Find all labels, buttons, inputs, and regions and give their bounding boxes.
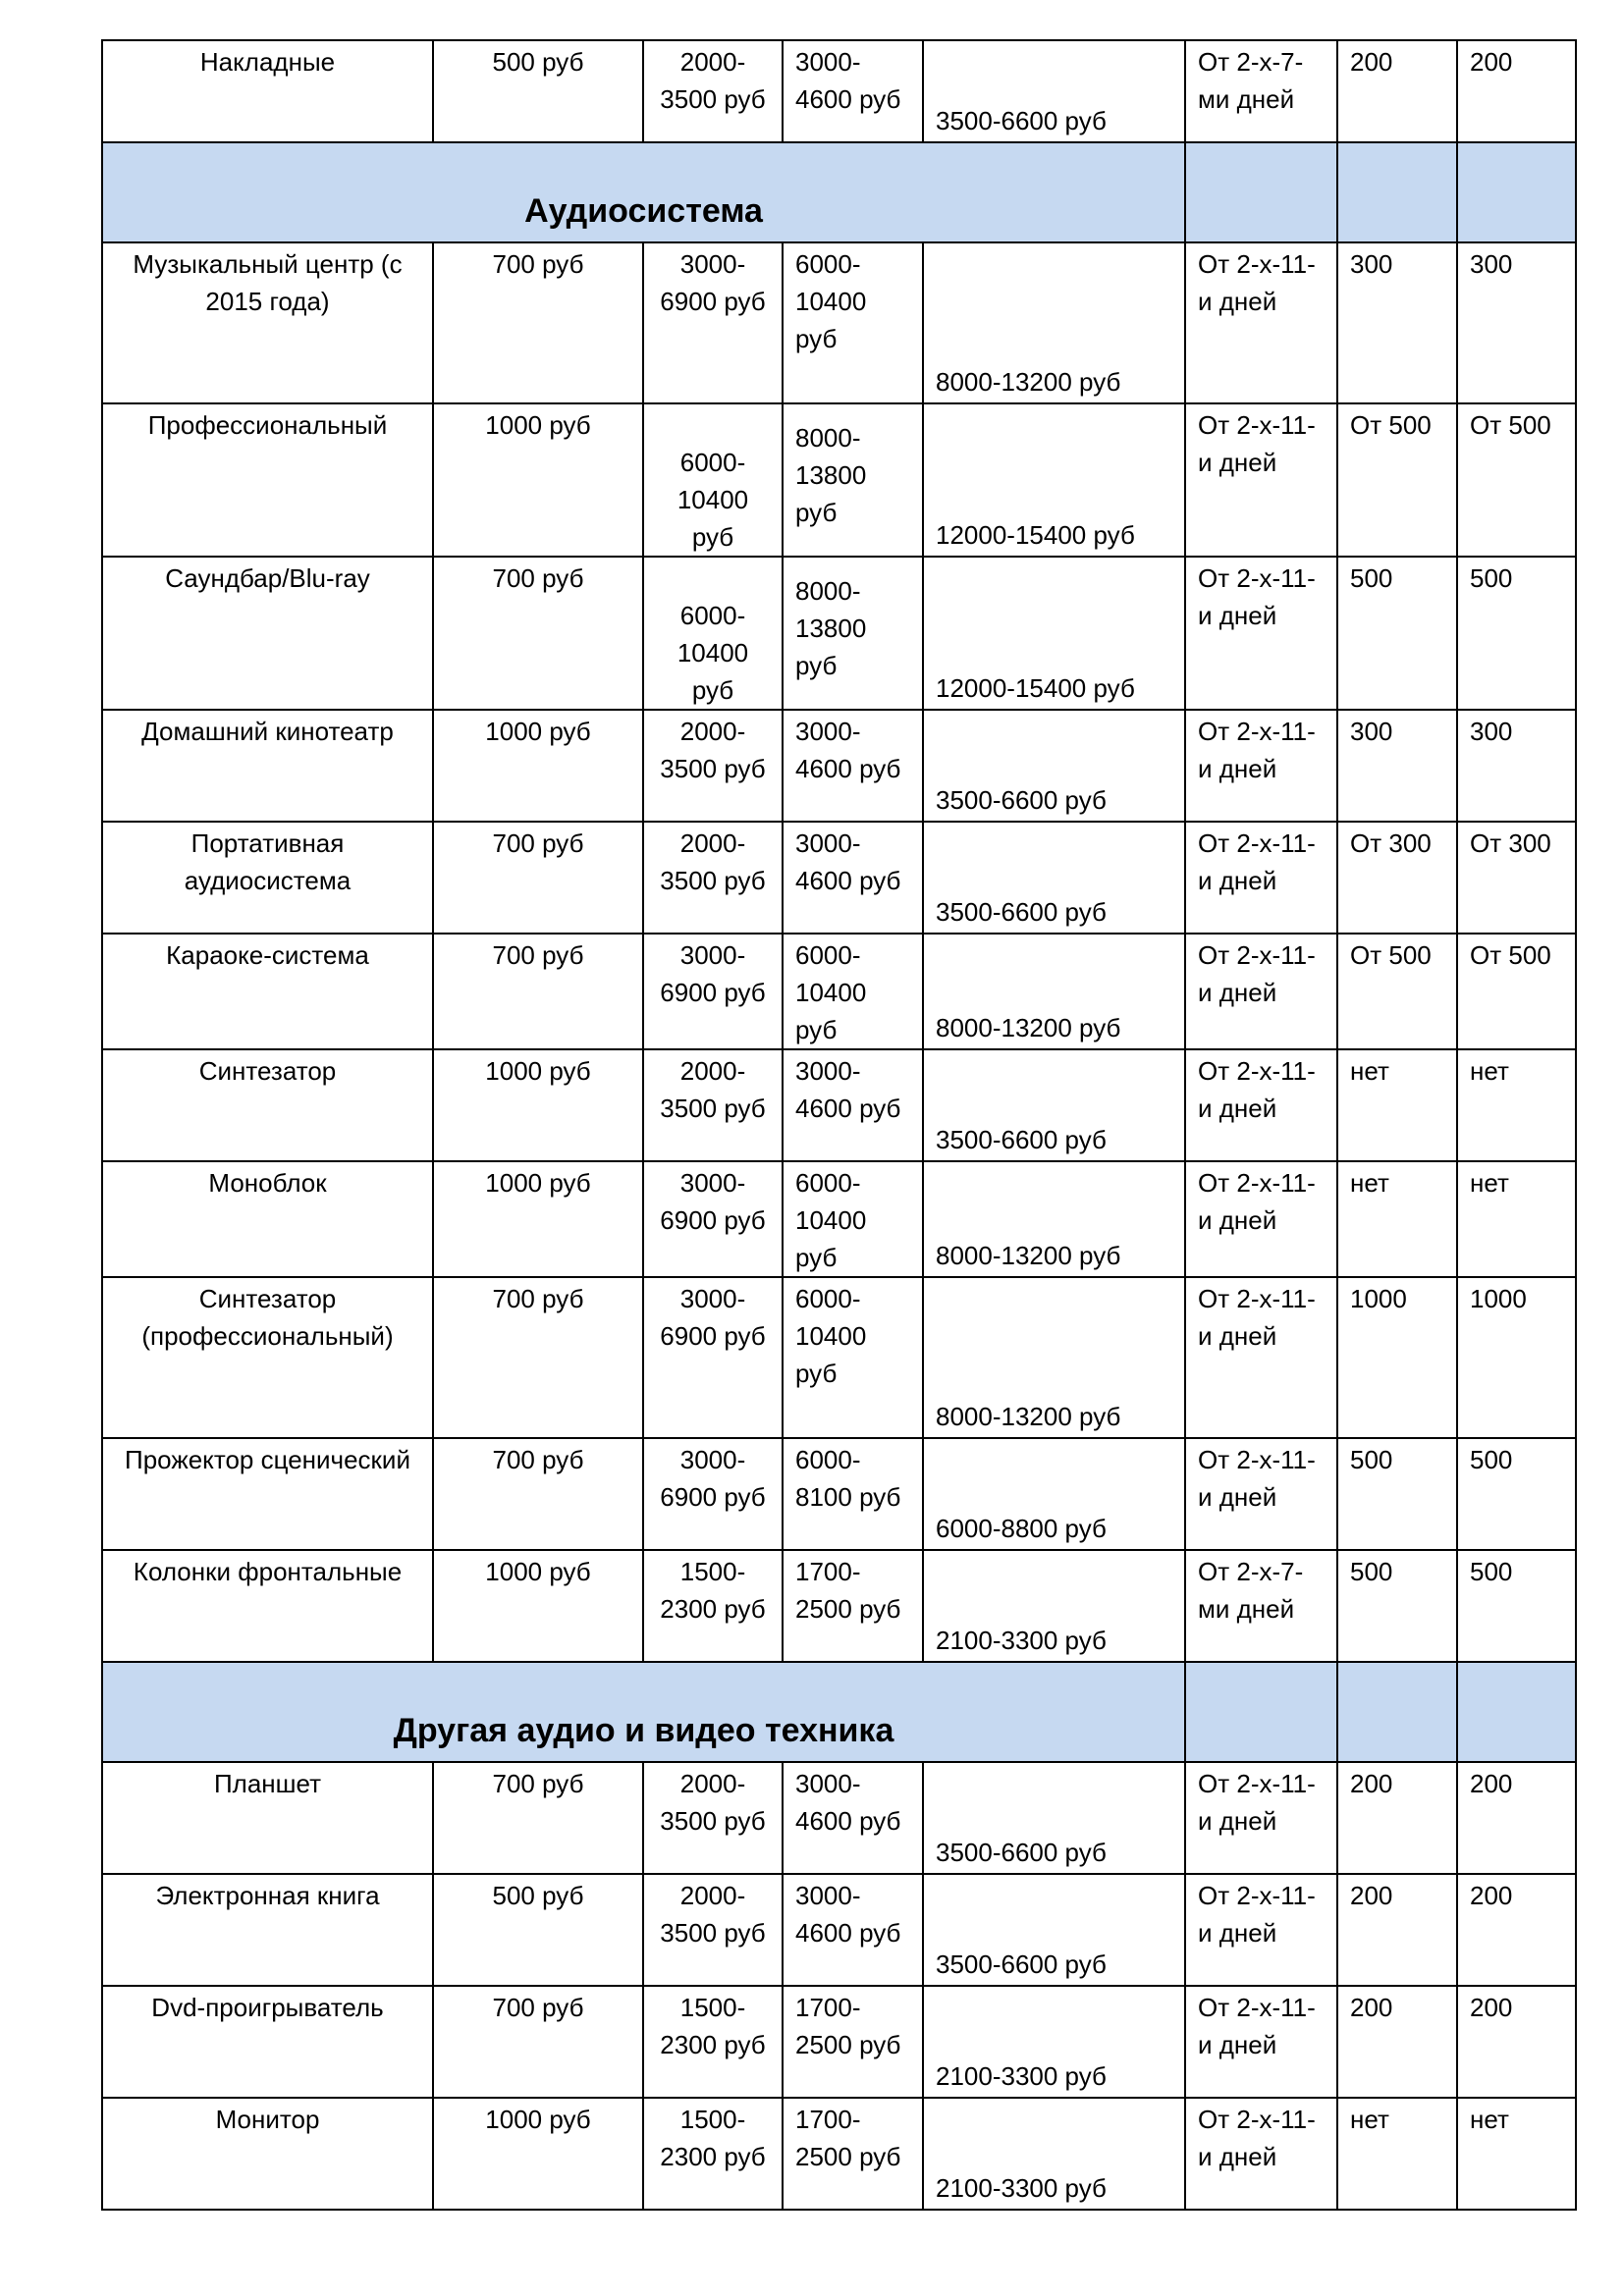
cell-p2: 3000-4600 руб [783, 1049, 923, 1161]
table-row [102, 710, 1576, 822]
cell-term: От 2-х-7-ми дней [1185, 1550, 1337, 1662]
cell-p3: 3500-6600 руб [923, 1762, 1185, 1874]
cell-term: От 2-х-11-и дней [1185, 1986, 1337, 2098]
cell-p2: 3000-4600 руб [783, 710, 923, 822]
cell-g2: 500 [1457, 1438, 1576, 1550]
cell-p2: 8000-13800 руб [783, 403, 923, 557]
table-row [102, 1161, 1576, 1277]
section-blank-cell [1337, 142, 1457, 242]
cell-term: От 2-х-11-и дней [1185, 1161, 1337, 1277]
cell-g1: нет [1337, 1049, 1457, 1161]
cell-name: Караоке-система [102, 934, 433, 1049]
table-row [102, 403, 1576, 557]
cell-p3: 8000-13200 руб [923, 1161, 1185, 1277]
cell-g2: От 500 [1457, 934, 1576, 1049]
cell-repair: 700 руб [433, 1277, 643, 1438]
cell-g2: От 500 [1457, 403, 1576, 557]
cell-repair: 1000 руб [433, 403, 643, 557]
cell-p3: 2100-3300 руб [923, 2098, 1185, 2210]
cell-p1: 3000-6900 руб [643, 1438, 783, 1550]
cell-g1: 1000 [1337, 1277, 1457, 1438]
cell-g1: 500 [1337, 1550, 1457, 1662]
cell-g2: нет [1457, 1049, 1576, 1161]
cell-repair: 700 руб [433, 1986, 643, 2098]
cell-g1: 200 [1337, 40, 1457, 142]
section-title: Аудиосистема [524, 192, 763, 230]
cell-repair: 500 руб [433, 40, 643, 142]
section-blank-cell [1457, 142, 1576, 242]
cell-term: От 2-х-7-ми дней [1185, 40, 1337, 142]
cell-p1: 1500-2300 руб [643, 1986, 783, 2098]
cell-p1: 1500-2300 руб [643, 2098, 783, 2210]
cell-p3: 8000-13200 руб [923, 934, 1185, 1049]
cell-p2: 3000-4600 руб [783, 40, 923, 142]
table-row [102, 557, 1576, 710]
section-blank-cell [1185, 1662, 1337, 1762]
table-row [102, 1438, 1576, 1550]
cell-name: Прожектор сценический [102, 1438, 433, 1550]
cell-g2: От 300 [1457, 822, 1576, 934]
cell-name: Dvd-проигрыватель [102, 1986, 433, 2098]
cell-p1: 2000-3500 руб [643, 1049, 783, 1161]
section-blank-cell [1457, 1662, 1576, 1762]
cell-repair: 500 руб [433, 1874, 643, 1986]
cell-g2: 200 [1457, 1762, 1576, 1874]
cell-p3: 2100-3300 руб [923, 1986, 1185, 2098]
cell-p1: 3000-6900 руб [643, 934, 783, 1049]
cell-p1: 3000-6900 руб [643, 242, 783, 403]
cell-p3: 3500-6600 руб [923, 1874, 1185, 1986]
cell-p3: 3500-6600 руб [923, 710, 1185, 822]
table-row [102, 1277, 1576, 1438]
cell-g1: 300 [1337, 242, 1457, 403]
cell-name: Профессиональный [102, 403, 433, 557]
section-title-cell [102, 142, 1185, 242]
table-body [102, 40, 1576, 2210]
cell-term: От 2-х-11-и дней [1185, 1874, 1337, 1986]
cell-p2: 1700-2500 руб [783, 1550, 923, 1662]
cell-g2: нет [1457, 2098, 1576, 2210]
cell-p2: 6000-10400 руб [783, 1161, 923, 1277]
price-table [101, 39, 1577, 2211]
section-header-row [102, 142, 1576, 242]
cell-p3: 3500-6600 руб [923, 1049, 1185, 1161]
cell-p2: 6000-8100 руб [783, 1438, 923, 1550]
cell-p2: 8000-13800 руб [783, 557, 923, 710]
cell-p1: 2000-3500 руб [643, 822, 783, 934]
cell-p1: 3000-6900 руб [643, 1277, 783, 1438]
cell-name: Синтезатор (профессиональный) [102, 1277, 433, 1438]
cell-repair: 1000 руб [433, 1049, 643, 1161]
cell-p3: 12000-15400 руб [923, 557, 1185, 710]
cell-term: От 2-х-11-и дней [1185, 710, 1337, 822]
cell-term: От 2-х-11-и дней [1185, 2098, 1337, 2210]
cell-name: Электронная книга [102, 1874, 433, 1986]
cell-p3: 8000-13200 руб [923, 242, 1185, 403]
cell-name: Накладные [102, 40, 433, 142]
section-header-row [102, 1662, 1576, 1762]
cell-g1: 200 [1337, 1986, 1457, 2098]
cell-p3: 6000-8800 руб [923, 1438, 1185, 1550]
cell-p2: 1700-2500 руб [783, 1986, 923, 2098]
table-row [102, 934, 1576, 1049]
cell-g1: От 300 [1337, 822, 1457, 934]
cell-g1: нет [1337, 2098, 1457, 2210]
cell-p2: 3000-4600 руб [783, 1762, 923, 1874]
cell-g2: 200 [1457, 40, 1576, 142]
cell-repair: 1000 руб [433, 2098, 643, 2210]
table-row [102, 822, 1576, 934]
cell-p1: 2000-3500 руб [643, 1874, 783, 1986]
cell-g2: 200 [1457, 1874, 1576, 1986]
table-row [102, 1550, 1576, 1662]
cell-repair: 1000 руб [433, 1161, 643, 1277]
cell-p1: 3000-6900 руб [643, 1161, 783, 1277]
cell-p2: 1700-2500 руб [783, 2098, 923, 2210]
table-row [102, 1874, 1576, 1986]
cell-term: От 2-х-11-и дней [1185, 1049, 1337, 1161]
cell-p1: 6000-10400 руб [643, 557, 783, 710]
cell-p1: 2000-3500 руб [643, 1762, 783, 1874]
cell-name: Синтезатор [102, 1049, 433, 1161]
cell-term: От 2-х-11-и дней [1185, 1277, 1337, 1438]
cell-name: Моноблок [102, 1161, 433, 1277]
cell-p3: 3500-6600 руб [923, 822, 1185, 934]
cell-p2: 6000-10400 руб [783, 934, 923, 1049]
cell-p1: 2000-3500 руб [643, 40, 783, 142]
cell-name: Колонки фронтальные [102, 1550, 433, 1662]
cell-term: От 2-х-11-и дней [1185, 934, 1337, 1049]
cell-g1: От 500 [1337, 403, 1457, 557]
cell-g1: нет [1337, 1161, 1457, 1277]
cell-g1: 300 [1337, 710, 1457, 822]
cell-name: Домашний кинотеатр [102, 710, 433, 822]
cell-repair: 700 руб [433, 1762, 643, 1874]
cell-term: От 2-х-11-и дней [1185, 822, 1337, 934]
cell-repair: 700 руб [433, 1438, 643, 1550]
section-title: Другая аудио и видео техника [393, 1712, 894, 1749]
cell-g2: 500 [1457, 1550, 1576, 1662]
cell-term: От 2-х-11-и дней [1185, 557, 1337, 710]
cell-repair: 700 руб [433, 822, 643, 934]
table-row [102, 2098, 1576, 2210]
cell-term: От 2-х-11-и дней [1185, 242, 1337, 403]
cell-term: От 2-х-11-и дней [1185, 403, 1337, 557]
cell-p2: 6000-10400 руб [783, 242, 923, 403]
cell-g2: нет [1457, 1161, 1576, 1277]
cell-g2: 200 [1457, 1986, 1576, 2098]
cell-g2: 300 [1457, 242, 1576, 403]
cell-g1: 500 [1337, 557, 1457, 710]
cell-p3: 3500-6600 руб [923, 40, 1185, 142]
table-row [102, 242, 1576, 403]
cell-g1: 200 [1337, 1874, 1457, 1986]
section-title-cell [102, 1662, 1185, 1762]
cell-name: Портативная аудиосистема [102, 822, 433, 934]
cell-g2: 1000 [1457, 1277, 1576, 1438]
cell-p1: 2000-3500 руб [643, 710, 783, 822]
cell-repair: 1000 руб [433, 1550, 643, 1662]
cell-p2: 3000-4600 руб [783, 822, 923, 934]
table-row [102, 1986, 1576, 2098]
cell-p3: 12000-15400 руб [923, 403, 1185, 557]
cell-name: Музыкальный центр (с 2015 года) [102, 242, 433, 403]
cell-name: Планшет [102, 1762, 433, 1874]
cell-repair: 700 руб [433, 242, 643, 403]
table-row [102, 40, 1576, 142]
cell-p1: 6000-10400 руб [643, 403, 783, 557]
cell-repair: 700 руб [433, 557, 643, 710]
table-row [102, 1049, 1576, 1161]
cell-p3: 8000-13200 руб [923, 1277, 1185, 1438]
section-blank-cell [1185, 142, 1337, 242]
cell-name: Монитор [102, 2098, 433, 2210]
cell-p3: 2100-3300 руб [923, 1550, 1185, 1662]
section-blank-cell [1337, 1662, 1457, 1762]
cell-p2: 6000-10400 руб [783, 1277, 923, 1438]
cell-g2: 500 [1457, 557, 1576, 710]
cell-repair: 1000 руб [433, 710, 643, 822]
cell-g1: 200 [1337, 1762, 1457, 1874]
table-row [102, 1762, 1576, 1874]
cell-repair: 700 руб [433, 934, 643, 1049]
cell-p2: 3000-4600 руб [783, 1874, 923, 1986]
cell-g2: 300 [1457, 710, 1576, 822]
cell-g1: От 500 [1337, 934, 1457, 1049]
cell-term: От 2-х-11-и дней [1185, 1438, 1337, 1550]
cell-g1: 500 [1337, 1438, 1457, 1550]
cell-p1: 1500-2300 руб [643, 1550, 783, 1662]
cell-term: От 2-х-11-и дней [1185, 1762, 1337, 1874]
cell-name: Саундбар/Blu-ray [102, 557, 433, 710]
